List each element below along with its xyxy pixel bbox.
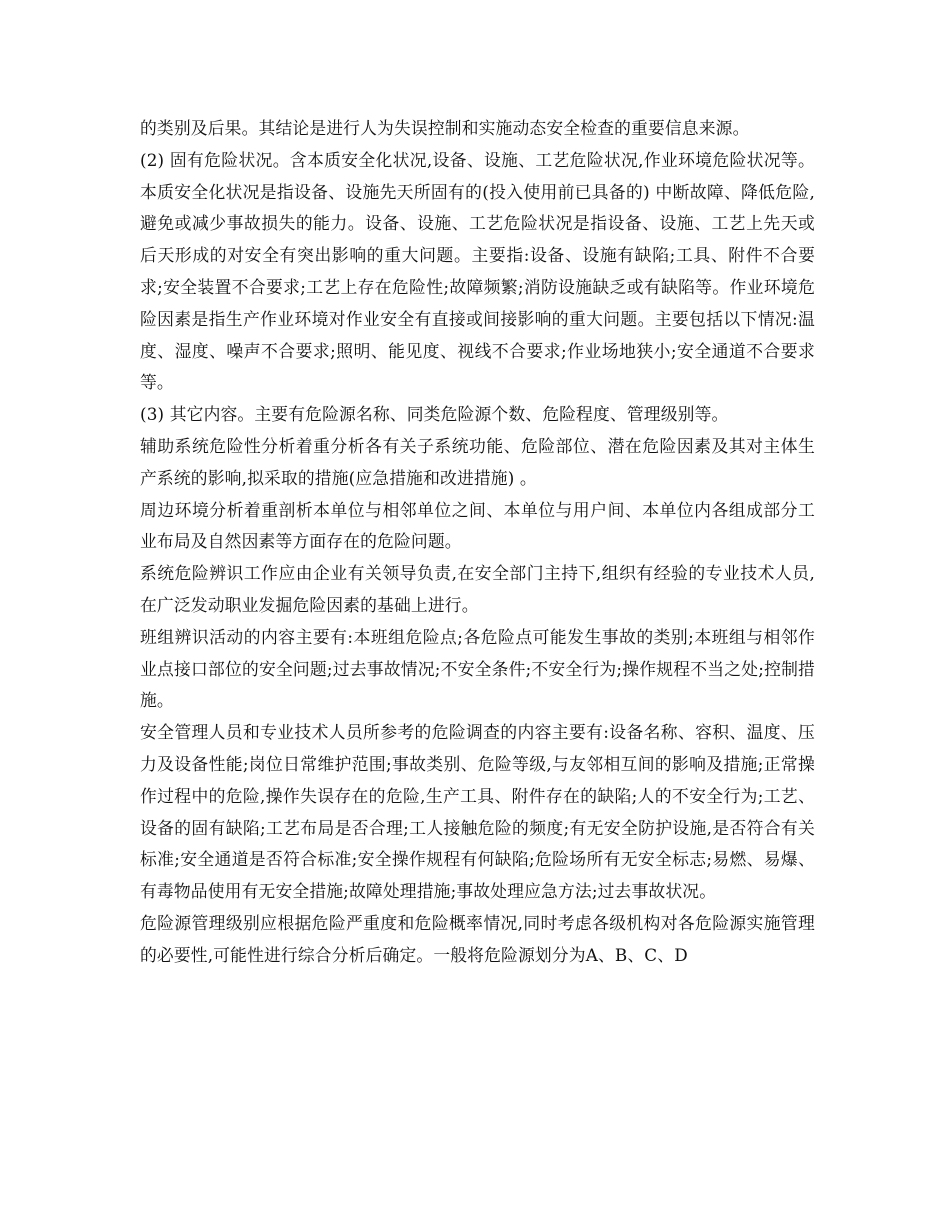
paragraph: 危险源管理级别应根据危险严重度和危险概率情况,同时考虑各级机构对各危险源实施管理的必要性,可能性进行综合分析后确定。一般将危险源划分为A、B、C、D [140, 912, 815, 965]
paragraph: 系统危险辨识工作应由企业有关领导负责,在安全部门主持下,组织有经验的专业技术人员,在广泛发动职业发掘危险因素的基础上进行。 [140, 563, 815, 615]
paragraph: 安全管理人员和专业技术人员所参考的危险调查的内容主要有:设备名称、容积、温度、压力及设备性能;岗位日常维护范围;事故类别、危险等级,与友邻相互间的影响及措施;正常操作过程中的危险,操作失误存在的危险,生产工具、附件存在的缺陷;人的不安全行为;工艺、设备的固有缺陷;工艺布局是否合理;工人接触危险的频度;有无安全防护设施,是否符合有关标准;安全通道是否符合标准;安全操作规程有何缺陷;危险场所有无安全标志;易燃、易爆、有毒物品使用有无安全措施;故障处理措施;事故处理应急方法;过去事故状况。 [140, 722, 815, 902]
paragraph: (2) 固有危险状况。含本质安全化状况,设备、设施、工艺危险状况,作业环境危险状况等。本质安全化状况是指设备、设施先天所固有的(投入使用前已具备的) 中断故障、降低危险,避免或减少事故损失的能力。设备、设施、工艺危险状况是指设备、设施、工艺上先天或后天形成的对安全有突出影响的重大问题。主要指:设备、设施有缺陷;工具、附件不合要求;安全装置不合要求;工艺上存在危险性;故障频繁;消防设施缺乏或有缺陷等。作业环境危险因素是指生产作业环境对作业安全有直接或间接影响的重大问题。主要包括以下情况:温度、湿度、噪声不合要求;照明、能见度、视线不合要求;作业场地狭小;安全通道不合要求等。 [140, 149, 815, 393]
paragraph: 周边环境分析着重剖析本单位与相邻单位之间、本单位与用户间、本单位内各组成部分工业布局及自然因素等方面存在的危险问题。 [140, 499, 815, 552]
document-page [140, 113, 815, 972]
paragraph: 班组辨识活动的内容主要有:本班组危险点;各危险点可能发生事故的类别;本班组与相邻作业点接口部位的安全问题;过去事故情况;不安全条件;不安全行为;操作规程不当之处;控制措施。 [140, 626, 815, 711]
paragraph: (3) 其它内容。主要有危险源名称、同类危险源个数、危险程度、管理级别等。 [140, 404, 729, 425]
paragraph: 的类别及后果。其结论是进行人为失误控制和实施动态安全检查的重要信息来源。 [140, 118, 750, 138]
paragraph: 辅助系统危险性分析着重分析各有关子系统功能、危险部位、潜在危险因素及其对主体生产系统的影响,拟采取的措施(应急措施和改进措施) 。 [140, 435, 815, 488]
